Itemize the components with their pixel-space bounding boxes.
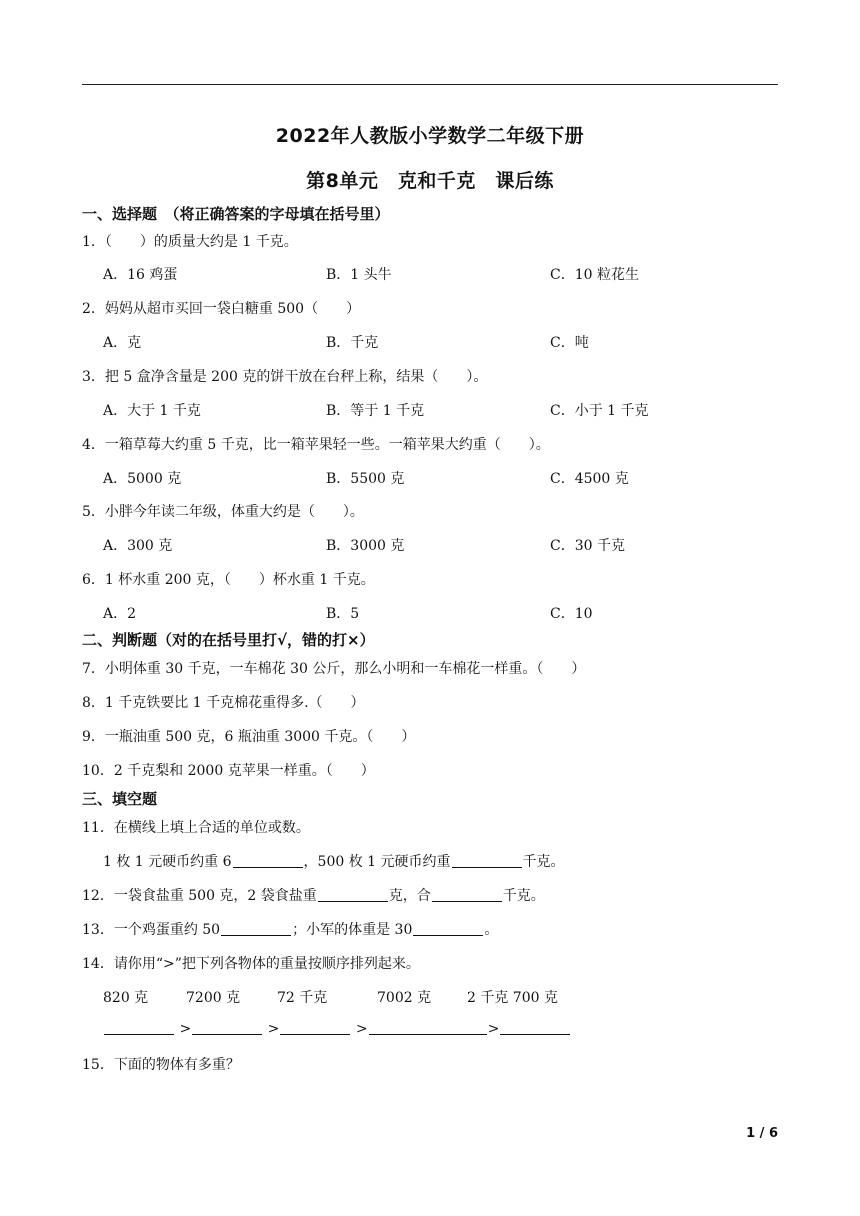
option-1a: A．16 鸡蛋 bbox=[103, 267, 178, 283]
answer-blank[interactable] bbox=[432, 887, 502, 902]
page-subtitle: 第8单元 克和千克 课后练 bbox=[306, 170, 554, 192]
option-4c: C．4500 克 bbox=[550, 471, 629, 487]
section-heading-choice: 一、选择题 （将正确答案的字母填在括号里） bbox=[82, 205, 390, 223]
weight-item: 2 千克 700 克 bbox=[467, 990, 558, 1006]
answer-blank[interactable] bbox=[233, 853, 303, 868]
option-2c: C．吨 bbox=[550, 335, 589, 351]
answer-blank[interactable] bbox=[192, 1020, 262, 1035]
weight-item: 7200 克 bbox=[186, 990, 241, 1006]
question-11: 11．在横线上填上合适的单位或数。 bbox=[82, 820, 310, 836]
answer-blank[interactable] bbox=[369, 1020, 487, 1035]
option-4b: B．5500 克 bbox=[326, 471, 405, 487]
question-15: 15．下面的物体有多重？ bbox=[82, 1057, 240, 1073]
option-3c: C．小于 1 千克 bbox=[550, 403, 649, 419]
question-2: 2．妈妈从超市买回一袋白糖重 500（ ） bbox=[82, 301, 361, 317]
answer-blank[interactable] bbox=[280, 1020, 350, 1035]
weight-item: 72 千克 bbox=[277, 990, 328, 1006]
section-heading-judge: 二、判断题（对的在括号里打√，错的打×） bbox=[82, 631, 375, 649]
option-5c: C．30 千克 bbox=[550, 538, 625, 554]
option-1b: B．1 头牛 bbox=[326, 267, 392, 283]
option-2b: B．千克 bbox=[326, 335, 379, 351]
option-5a: A．300 克 bbox=[103, 538, 173, 554]
question-13: 13．一个鸡蛋重约 50 ；小军的体重是 30 。 bbox=[82, 922, 499, 938]
weight-item: 7002 克 bbox=[377, 990, 432, 1006]
answer-blank[interactable] bbox=[318, 887, 388, 902]
answer-blank[interactable] bbox=[500, 1020, 570, 1035]
option-6b: B．5 bbox=[326, 606, 360, 622]
answer-blank[interactable] bbox=[104, 1020, 174, 1035]
option-6c: C．10 bbox=[550, 606, 593, 622]
answer-blank[interactable] bbox=[221, 921, 291, 936]
answer-blank[interactable] bbox=[413, 921, 483, 936]
page-title: 2022年人教版小学数学二年级下册 bbox=[275, 125, 585, 147]
question-12: 12．一袋食盐重 500 克，2 袋食盐重 克，合 千克。 bbox=[82, 888, 545, 904]
option-3a: A．大于 1 千克 bbox=[103, 403, 201, 419]
question-1: 1．（ ）的质量大约是 1 千克。 bbox=[82, 234, 298, 250]
question-8: 8．1 千克铁要比 1 千克棉花重得多.（ ） bbox=[82, 695, 365, 711]
option-2a: A．克 bbox=[103, 335, 142, 351]
section-heading-fill: 三、填空题 bbox=[82, 790, 158, 808]
question-3: 3．把 5 盒净含量是 200 克的饼干放在台秤上称，结果（ ）。 bbox=[82, 369, 488, 385]
question-4: 4．一箱草莓大约重 5 千克，比一箱苹果轻一些。一箱苹果大约重（ ）。 bbox=[82, 437, 550, 453]
question-11-line: 1 枚 1 元硬币约重 6 ，500 枚 1 元硬币约重 千克。 bbox=[103, 854, 565, 870]
option-5b: B．3000 克 bbox=[326, 538, 405, 554]
option-6a: A．2 bbox=[103, 606, 137, 622]
answer-blank[interactable] bbox=[452, 853, 522, 868]
question-6: 6．1 杯水重 200 克，（ ）杯水重 1 千克。 bbox=[82, 572, 375, 588]
header-rule bbox=[82, 84, 778, 85]
option-1c: C．10 粒花生 bbox=[550, 267, 639, 283]
question-14: 14．请你用“>”把下列各物体的重量按顺序排列起来。 bbox=[82, 956, 420, 972]
option-3b: B．等于 1 千克 bbox=[326, 403, 425, 419]
question-7: 7．小明体重 30 千克，一车棉花 30 公斤，那么小明和一车棉花一样重。（ ） bbox=[82, 661, 586, 677]
weight-item: 820 克 bbox=[103, 990, 149, 1006]
question-10: 10．2 千克梨和 2000 克苹果一样重。（ ） bbox=[82, 763, 375, 779]
option-4a: A．5000 克 bbox=[103, 471, 182, 487]
page-number: 1 / 6 bbox=[746, 1126, 778, 1141]
question-9: 9．一瓶油重 500 克，6 瓶油重 3000 千克。（ ） bbox=[82, 729, 416, 745]
question-5: 5．小胖今年读二年级，体重大约是（ ）。 bbox=[82, 504, 364, 520]
question-14-answer-line: > > > > bbox=[103, 1020, 571, 1037]
